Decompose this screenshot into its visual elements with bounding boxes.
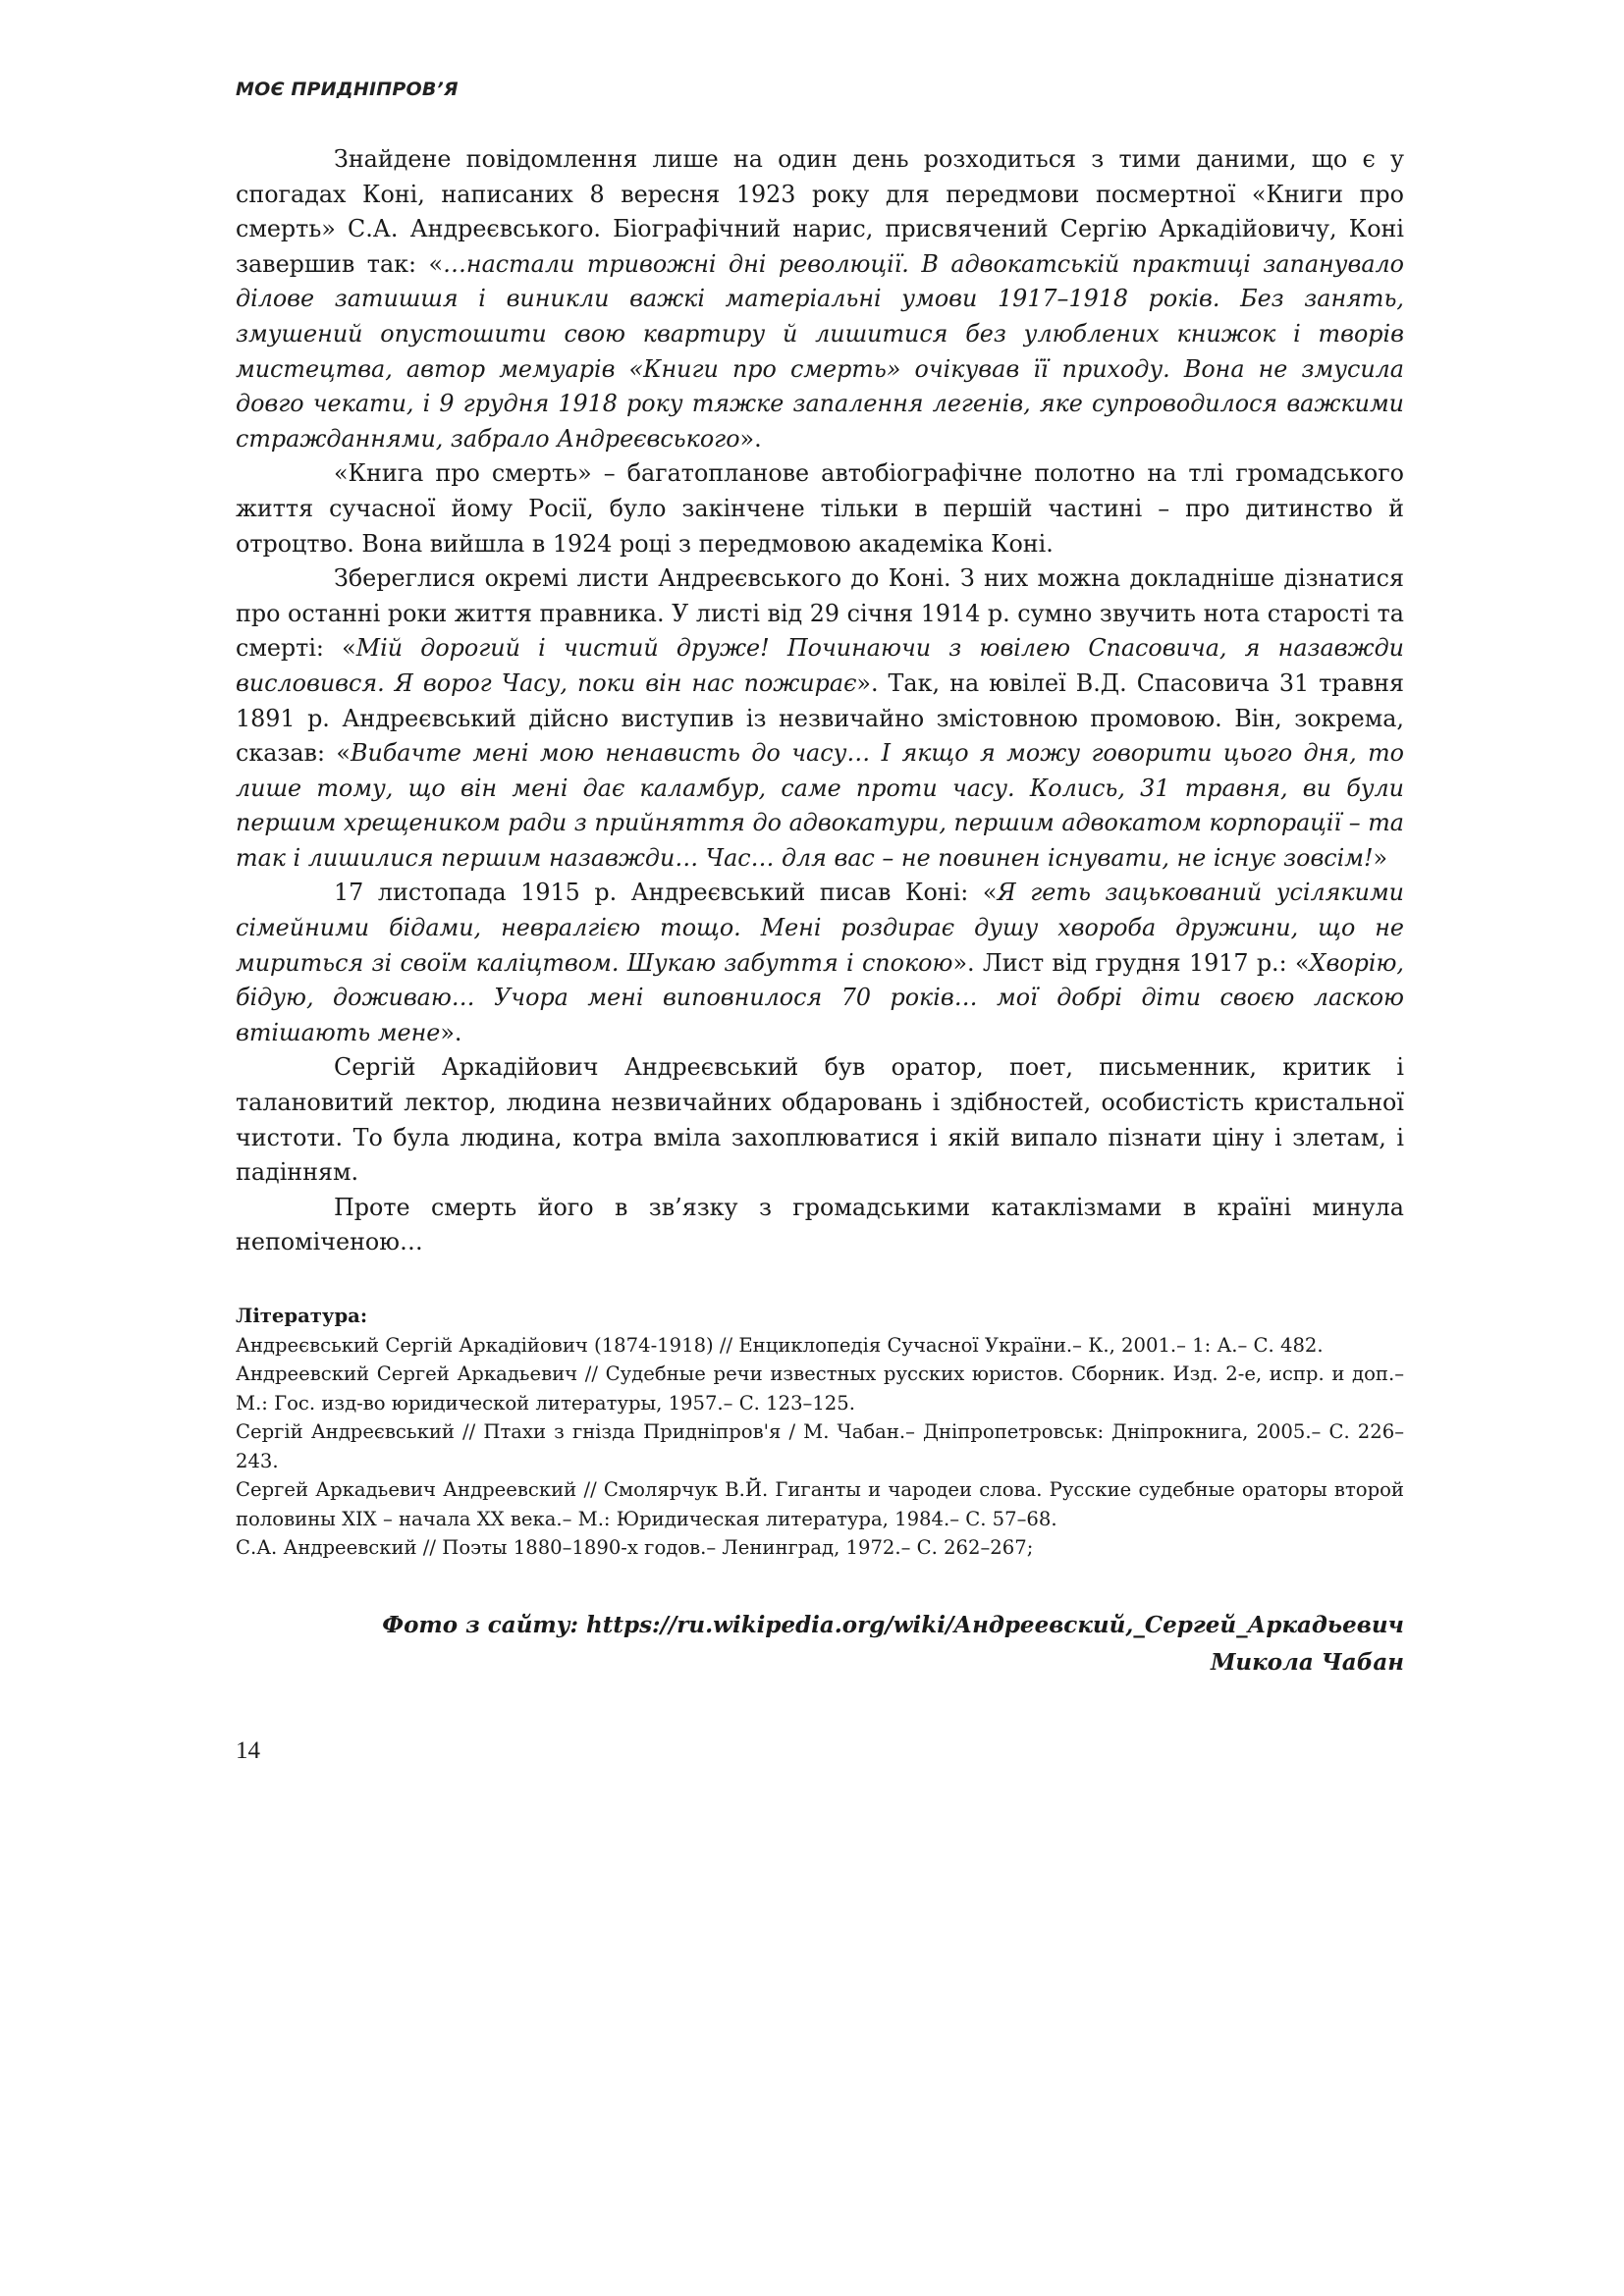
quote-text: Вибачте мені мою ненависть до часу… І якщо я можу говорити цього дня, то лише тому, що він мені дає каламбур, саме проти часу. Колись, 31 травня, ви були першим хрещеником ради з прийняття до адвокатури, першим адвокатом корпорації – та так і лишилися першим назавжди… Час… для вас – не повинен існувати, не існує зовсім!: [236, 739, 1404, 872]
quote-text: Хворію, бідую, доживаю… Учора мені виповнилося 70 років… мої добрі діти своєю ласкою втішають мене: [236, 948, 1404, 1046]
body-text-run: Збереглися окремі листи Андреєвського до Коні. З них можна докладніше дізнатися про останні роки життя правника. У листі від 29 січня 1914 р. сумно звучить нота старості та смерті: «: [236, 564, 1404, 663]
body-text-run: ». Лист від грудня 1917 р.: «: [952, 948, 1310, 977]
reference-item: Андреєвський Сергій Аркадійович (1874-1918) // Енциклопедія Сучасної України.– К., 2001.– 1: А.– С. 482.: [236, 1333, 1324, 1357]
author-name: Микола Чабан: [1210, 1649, 1404, 1676]
references-title: Література:: [236, 1305, 368, 1327]
body-text-run: Сергій Аркадійович Андреєвський був оратор, поет, письменник, критик і талановитий лектор, людина незвичайних обдаровань і здібностей, особистість кристальної чистоти. То була людина, котра вміла захоплюватися і якій випало пізнати ціну і злетам, і падінням.: [236, 1053, 1404, 1187]
article-body: [236, 142, 1404, 1260]
quote-text: …настали тривожні дні революції. В адвокатській практиці запанувало ділове затишшя і виникли важкі матеріальні умови 1917–1918 років. Без занять, змушений опустошити свою квартиру й лишитися без улюблених книжок і творів мистецтва, автор мемуарів «Книги про смерть» очікував її приходу. Вона не змусила довго чекати, і 9 грудня 1918 року тяжке запалення легенів, яке супроводилося важкими стражданнями, забрало Андреєвського: [236, 249, 1404, 453]
paragraph: [236, 142, 1404, 456]
body-text-run: ».: [440, 1018, 462, 1046]
body-text-run: »: [1373, 843, 1388, 872]
quote-text: Я геть зацькований усілякими сімейними бідами, невралгією тощо. Мені роздирає душу хвороба дружини, що не мириться зі своїм каліцтвом. Шукаю забуття і спокою: [236, 879, 1404, 977]
page-number: 14: [236, 1737, 260, 1764]
credits: [236, 1607, 1404, 1682]
body-text-run: 17 листопада 1915 р. Андреєвський писав Коні: «: [334, 879, 998, 907]
reference-item: С.А. Андреевский // Поэты 1880–1890-х годов.– Ленинград, 1972.– С. 262–267;: [236, 1536, 1034, 1559]
body-text-run: Проте смерть його в зв’язку з громадськими катаклізмами в країні минула непоміченою…: [236, 1193, 1404, 1256]
body-text-run: «Книга про смерть» – багатопланове автобіографічне полотно на тлі громадського життя сучасної йому Росії, було закінчене тільки в першій частині – про дитинство й отроцтво. Вона вийшла в 1924 році з передмовою академіка Коні.: [236, 459, 1404, 558]
paragraph: [236, 456, 1404, 561]
photo-source: Фото з сайту: https://ru.wikipedia.org/wiki/Андреевский,_Сергей_Аркадьевич: [382, 1612, 1404, 1638]
running-header: МОЄ ПРИДНІПРОВ’Я: [236, 79, 459, 100]
reference-item: Андреевский Сергей Аркадьевич // Судебные речи известных русских юристов. Сборник. Изд. 2-е, испр. и доп.– М.: Гос. изд-во юридической литературы, 1957.– С. 123–125.: [236, 1362, 1404, 1415]
paragraph: [236, 876, 1404, 1050]
reference-item: Сергей Аркадьевич Андреевский // Смолярчук В.Й. Гиганты и чародеи слова. Русские судебные ораторы второй половины XIX – начала XX века.– М.: Юридическая литература, 1984.– С. 57–68.: [236, 1478, 1404, 1530]
body-text-run: ». Так, на ювілеї В.Д. Спасовича 31 травня 1891 р. Андреєвський дійсно виступив із незвичайно змістовною промовою. Він, зокрема, сказав: «: [236, 668, 1404, 768]
body-text-run: Знайдене повідомлення лише на один день розходиться з тими даними, що є у спогадах Коні, написаних 8 вересня 1923 року для передмови посмертної «Книги про смерть» С.А. Андреєвського. Біографічний нарис, присвячений Сергію Аркадійовичу, Коні завершив так: «: [236, 145, 1404, 278]
references-section: [236, 1302, 1404, 1563]
body-text-run: ».: [739, 424, 762, 453]
quote-text: Мій дорогий і чистий друже! Починаючи з ювілею Спасовича, я назавжди висловився. Я ворог Часу, поки він нас пожирає: [236, 634, 1404, 697]
paragraph: [236, 561, 1404, 876]
reference-item: Сергій Андреєвський // Птахи з гнізда Придніпров'я / М. Чабан.– Дніпропетровськ: Дніпрокнига, 2005.– С. 226–243.: [236, 1420, 1404, 1472]
paragraph: [236, 1050, 1404, 1190]
paragraph: [236, 1191, 1404, 1260]
